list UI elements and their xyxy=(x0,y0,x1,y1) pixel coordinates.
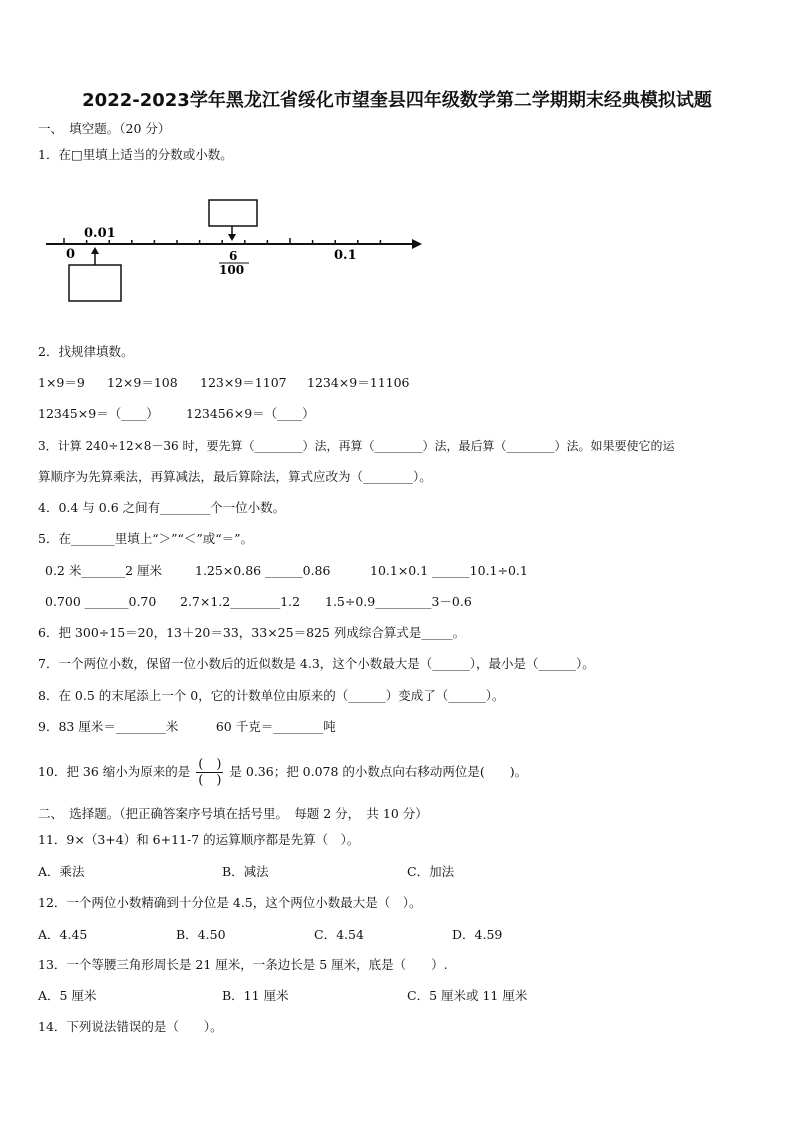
arrow-up-head xyxy=(91,247,99,254)
q2-text: 2．找规律填数。 xyxy=(38,344,134,359)
q12-option-a: A．4.45 xyxy=(38,927,88,942)
frac-numerator: 6 xyxy=(229,249,238,263)
section2-heading: 二、 选择题。（把正确答案序号填在括号里。 每题 2 分， 共 10 分） xyxy=(38,806,428,821)
answer-box-top xyxy=(209,200,257,226)
q9-text: 9．83 厘米＝________米 60 千克＝________吨 xyxy=(38,719,336,734)
q3-line1: 3．计算 240÷12×8－36 时，要先算（________）法，再算（________）法，最后算（________）法。如果要使它的运 xyxy=(38,439,675,453)
q10-fraction-bottom: ( ) xyxy=(198,773,222,788)
label-0-01: 0.01 xyxy=(84,226,116,241)
label-0-1: 0.1 xyxy=(334,248,357,263)
q10-row xyxy=(38,749,527,795)
q11-option-c: C．加法 xyxy=(407,864,455,879)
q12-option-c: C．4.54 xyxy=(314,927,364,942)
q5-row2-item-3: 1.5÷0.9_________3－0.6 xyxy=(325,594,472,609)
q12-text: 12．一个两位小数精确到十分位是 4.5，这个两位小数最大是（ ）。 xyxy=(38,895,422,910)
q2-row2-item-1: 12345×9＝（____） xyxy=(38,406,159,421)
q12-option-d: D．4.59 xyxy=(452,927,503,942)
number-line-arrowhead xyxy=(412,239,422,249)
arrow-down-head xyxy=(228,234,236,241)
page-title: 2022-2023学年黑龙江省绥化市望奎县四年级数学第二学期期末经典模拟试题 xyxy=(82,90,712,111)
q13-option-a: A．5 厘米 xyxy=(38,988,97,1003)
q14-text: 14．下列说法错误的是（ ）。 xyxy=(38,1019,223,1034)
q4-text: 4．0.4 与 0.6 之间有________个一位小数。 xyxy=(38,500,286,515)
q5-row2-item-1: 0.700 _______0.70 xyxy=(45,594,157,609)
q8-text: 8．在 0.5 的末尾添上一个 0，它的计数单位由原来的（______）变成了（______）。 xyxy=(38,688,505,703)
q13-option-b: B．11 厘米 xyxy=(222,988,289,1003)
q13-text: 13．一个等腰三角形周长是 21 厘米，一条边长是 5 厘米，底是（ ）. xyxy=(38,957,448,972)
q6-text: 6．把 300÷15＝20，13＋20＝33，33×25＝825 列成综合算式是_____。 xyxy=(38,625,466,640)
q1-text: 1．在□里填上适当的分数或小数。 xyxy=(38,147,233,162)
q2-row1-item-3: 123×9＝1107 xyxy=(200,375,287,390)
q2-row1-item-1: 1×9＝9 xyxy=(38,375,85,390)
q10-fraction-top: ( ) xyxy=(198,757,222,772)
q5-row1-item-1: 0.2 米_______2 厘米 xyxy=(45,563,163,578)
q12-option-b: B．4.50 xyxy=(176,927,226,942)
q2-row1-item-4: 1234×9＝11106 xyxy=(307,375,410,390)
q11-option-b: B．减法 xyxy=(222,864,269,879)
q2-row1-item-2: 12×9＝108 xyxy=(107,375,178,390)
q11-option-a: A．乘法 xyxy=(38,864,85,879)
q5-row1-item-2: 1.25×0.86 ______0.86 xyxy=(195,563,331,578)
q7-text: 7．一个两位小数，保留一位小数后的近似数是 4.3，这个小数最大是（______），最小是（______）。 xyxy=(38,656,595,671)
q2-row2-item-2: 123456×9＝（____） xyxy=(186,406,315,421)
q3-line2: 算顺序为先算乘法，再算减法，最后算除法，算式应改为（________）。 xyxy=(38,469,432,484)
q13-option-c: C．5 厘米或 11 厘米 xyxy=(407,988,528,1003)
q5-text: 5．在_______里填上“＞”“＜”或“＝”。 xyxy=(38,531,254,546)
label-0: 0 xyxy=(66,247,76,262)
frac-denominator: 100 xyxy=(219,263,245,277)
section1-heading: 一、 填空题。（20 分） xyxy=(38,121,171,136)
answer-box-bottom xyxy=(69,265,121,301)
q10-fraction xyxy=(196,757,223,788)
q5-row2-item-2: 2.7×1.2________1.2 xyxy=(180,594,301,609)
q5-row1-item-3: 10.1×0.1 ______10.1÷0.1 xyxy=(370,563,528,578)
number-line-figure xyxy=(44,196,426,306)
q10-after: 是 0.36；把 0.078 的小数点向右移动两位是( )。 xyxy=(229,764,528,779)
q10-before: 10．把 36 缩小为原来的是 xyxy=(38,764,191,779)
q11-text: 11．9×（3+4）和 6+11-7 的运算顺序都是先算（ ）。 xyxy=(38,832,360,847)
